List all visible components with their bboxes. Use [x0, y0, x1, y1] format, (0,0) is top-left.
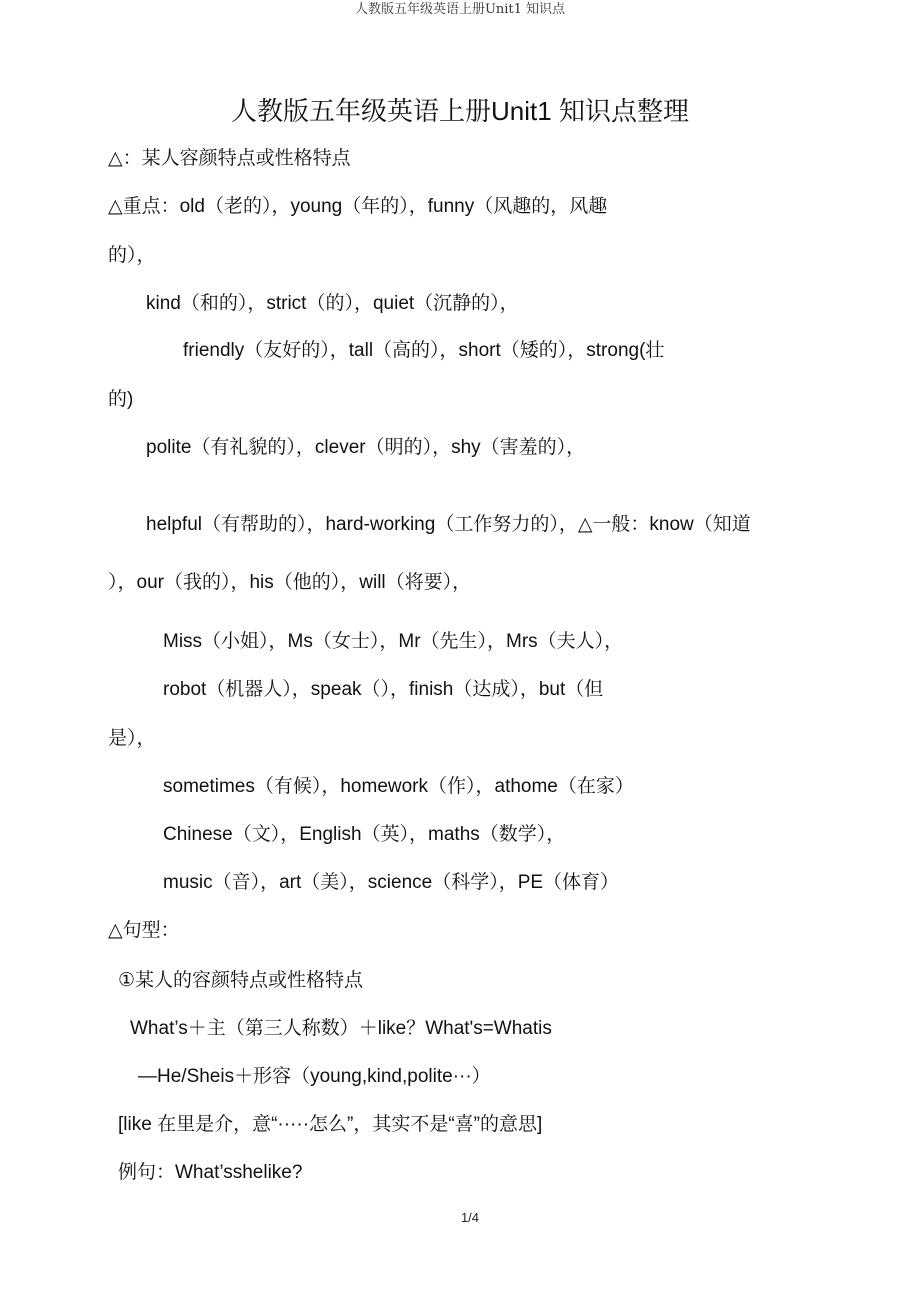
text-line: 是），: [108, 728, 156, 749]
vocab-line: kind（和的），strict（的），quiet（沉静的），: [146, 293, 519, 314]
document-title: 人教版五年级英语上册Unit1 知识点整理: [231, 96, 689, 126]
example-sentence: 例句：What’sshelike?: [118, 1162, 303, 1183]
text-line: 的），: [108, 245, 156, 266]
text-line: 的): [108, 389, 134, 410]
vocab-line: sometimes（有候），homework（作），athome（在家）: [163, 776, 634, 797]
vocab-line: Miss（小姐），Ms（女士），Mr（先生），Mrs（夫人），: [163, 631, 624, 652]
page-number: 1/4: [460, 1210, 480, 1225]
sentence-pattern: What’s＋主（第三人称数）＋like？What's=Whatis: [130, 1018, 552, 1039]
vocab-line: Chinese（文），English（英），maths（数学），: [163, 824, 566, 845]
vocab-line: music（音），art（美），science（科学），PE（体育）: [163, 872, 620, 893]
section-heading-sentences: △句型：: [108, 920, 180, 941]
vocab-line: robot（机器人），speak（），finish（达成），but（但: [163, 679, 604, 700]
vocab-line: friendly（友好的），tall（高的），short（矮的），strong(壮: [183, 340, 665, 361]
key-words-line: △重点：old（老的），young（年的），funny（风趣的，风趣: [108, 196, 608, 217]
sentence-subheading: ①某人的容颜特点或性格特点: [118, 970, 364, 991]
vocab-line: helpful（有帮助的），hard-working（工作努力的），△一般：know（知道: [146, 514, 751, 535]
sentence-pattern: —He/Sheis＋形容（young,kind,polite···）: [138, 1066, 491, 1087]
usage-note: [like 在里是介，意“·····怎么”，其实不是“喜”的意思]: [118, 1114, 543, 1135]
vocab-line: ），our（我的），his（他的），will（将要），: [108, 572, 472, 593]
page-header: 人教版五年级英语上册Unit1 知识点: [354, 2, 566, 17]
vocab-line: polite（有礼貌的），clever（明的），shy（害羞的），: [146, 437, 586, 458]
section-heading-features: △：某人容颜特点或性格特点: [108, 148, 351, 169]
